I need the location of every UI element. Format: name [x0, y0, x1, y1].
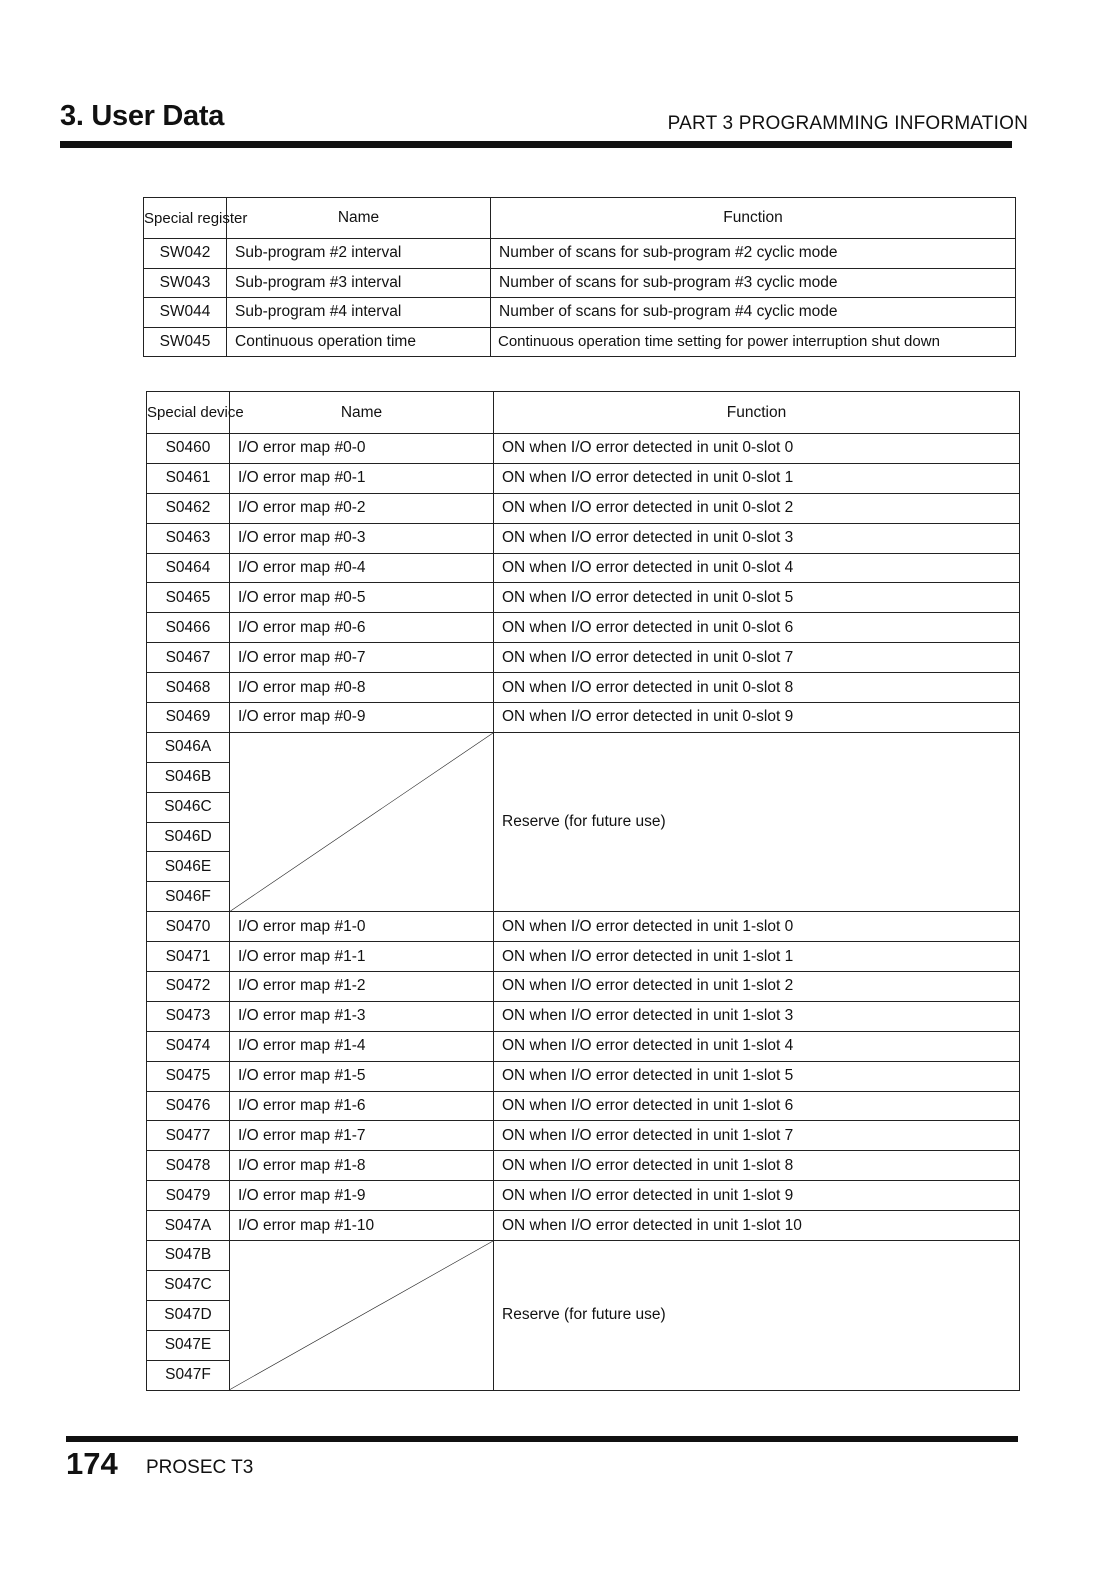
table-row: [147, 703, 1020, 733]
table-row: [147, 972, 1020, 1002]
table-row: [144, 327, 1016, 357]
device-code: S0461: [147, 463, 230, 493]
reserved-slash-line: [230, 733, 493, 911]
device-code: S047A: [147, 1211, 230, 1241]
register-code: SW043: [144, 268, 227, 298]
register-name: Sub-program #3 interval: [227, 268, 491, 298]
device-code: S0472: [147, 972, 230, 1002]
table-row: [147, 673, 1020, 703]
register-name: Sub-program #4 interval: [227, 298, 491, 328]
device-function: ON when I/O error detected in unit 1-slot 8: [494, 1151, 1020, 1181]
column-header-code: Special register: [144, 198, 227, 239]
device-code: S0463: [147, 523, 230, 553]
device-code: S0479: [147, 1181, 230, 1211]
device-name: I/O error map #0-2: [230, 493, 494, 523]
device-code: S0476: [147, 1091, 230, 1121]
table-row: [144, 268, 1016, 298]
table-row: [144, 298, 1016, 328]
device-name: I/O error map #1-1: [230, 942, 494, 972]
device-name: I/O error map #1-2: [230, 972, 494, 1002]
device-name: I/O error map #1-3: [230, 1001, 494, 1031]
reserved-name-cell: [230, 732, 494, 911]
device-code: S0478: [147, 1151, 230, 1181]
table-row: [147, 732, 1020, 762]
special-register-table: [143, 197, 1016, 357]
device-name: I/O error map #1-4: [230, 1031, 494, 1061]
device-code: S0468: [147, 673, 230, 703]
device-name: I/O error map #0-5: [230, 583, 494, 613]
table-row: [147, 553, 1020, 583]
device-function: ON when I/O error detected in unit 1-slot 3: [494, 1001, 1020, 1031]
device-code: S046B: [147, 762, 230, 792]
device-name: I/O error map #0-4: [230, 553, 494, 583]
register-function: Number of scans for sub-program #4 cyclic mode: [491, 298, 1016, 328]
table-row: [147, 643, 1020, 673]
table-row: [147, 613, 1020, 643]
device-code: S0475: [147, 1061, 230, 1091]
register-function: Continuous operation time setting for power interruption shut down: [491, 327, 1016, 357]
device-code: S046D: [147, 822, 230, 852]
page-number: 174: [66, 1446, 118, 1481]
device-function: ON when I/O error detected in unit 0-slot 1: [494, 463, 1020, 493]
device-name: I/O error map #1-5: [230, 1061, 494, 1091]
device-name: I/O error map #0-6: [230, 613, 494, 643]
device-code: S0466: [147, 613, 230, 643]
device-name: I/O error map #0-1: [230, 463, 494, 493]
table-row: [147, 1031, 1020, 1061]
table-row: [147, 912, 1020, 942]
device-function: ON when I/O error detected in unit 0-slot 2: [494, 493, 1020, 523]
device-function: ON when I/O error detected in unit 1-slot 10: [494, 1211, 1020, 1241]
column-header-function: Function: [494, 392, 1020, 434]
register-name: Sub-program #2 interval: [227, 239, 491, 269]
device-code: S047E: [147, 1330, 230, 1360]
table-row: [147, 523, 1020, 553]
device-code: S0469: [147, 703, 230, 733]
device-function: ON when I/O error detected in unit 1-slot 4: [494, 1031, 1020, 1061]
device-code: S0473: [147, 1001, 230, 1031]
register-function: Number of scans for sub-program #3 cyclic mode: [491, 268, 1016, 298]
device-function: ON when I/O error detected in unit 1-slot 7: [494, 1121, 1020, 1151]
device-code: S0460: [147, 434, 230, 464]
register-name: Continuous operation time: [227, 327, 491, 357]
column-header-code: Special device: [147, 392, 230, 434]
register-code: SW042: [144, 239, 227, 269]
table-row: [147, 583, 1020, 613]
device-name: I/O error map #0-8: [230, 673, 494, 703]
device-code: S047D: [147, 1300, 230, 1330]
device-code: S046F: [147, 882, 230, 912]
device-function: ON when I/O error detected in unit 1-slot 9: [494, 1181, 1020, 1211]
product-name: PROSEC T3: [146, 1457, 254, 1478]
device-function: ON when I/O error detected in unit 0-slot 6: [494, 613, 1020, 643]
device-name: I/O error map #0-3: [230, 523, 494, 553]
device-function: ON when I/O error detected in unit 0-slot 0: [494, 434, 1020, 464]
device-name: I/O error map #0-9: [230, 703, 494, 733]
device-code: S0470: [147, 912, 230, 942]
device-function: ON when I/O error detected in unit 1-slot 2: [494, 972, 1020, 1002]
device-code: S0465: [147, 583, 230, 613]
device-code: S047C: [147, 1270, 230, 1300]
device-function: ON when I/O error detected in unit 0-slot 5: [494, 583, 1020, 613]
device-code: S0474: [147, 1031, 230, 1061]
device-code: S046E: [147, 852, 230, 882]
footer-rule: [66, 1436, 1018, 1442]
device-code: S0464: [147, 553, 230, 583]
device-name: I/O error map #1-8: [230, 1151, 494, 1181]
table-row: [147, 434, 1020, 464]
device-name: I/O error map #1-0: [230, 912, 494, 942]
column-header-name: Name: [230, 392, 494, 434]
section-title: 3. User Data: [60, 100, 225, 132]
table-row: [147, 1001, 1020, 1031]
table-row: [147, 1211, 1020, 1241]
table-header-row: [144, 198, 1016, 239]
table-row: [147, 1061, 1020, 1091]
reserved-function-cell: Reserve (for future use): [494, 1241, 1020, 1390]
table-row: [147, 1241, 1020, 1271]
part-heading: PART 3 PROGRAMMING INFORMATION: [667, 113, 1028, 134]
device-function: ON when I/O error detected in unit 1-slot 5: [494, 1061, 1020, 1091]
register-code: SW045: [144, 327, 227, 357]
device-function: ON when I/O error detected in unit 1-slot 0: [494, 912, 1020, 942]
table-row: [147, 1091, 1020, 1121]
device-code: S047F: [147, 1360, 230, 1390]
register-function: Number of scans for sub-program #2 cyclic mode: [491, 239, 1016, 269]
table-row: [147, 463, 1020, 493]
special-device-table: [146, 391, 1020, 1391]
column-header-function: Function: [491, 198, 1016, 239]
reserved-slash-line: [230, 1241, 493, 1389]
device-name: I/O error map #1-6: [230, 1091, 494, 1121]
device-function: ON when I/O error detected in unit 0-slot 4: [494, 553, 1020, 583]
device-function: ON when I/O error detected in unit 1-slot 6: [494, 1091, 1020, 1121]
table-row: [147, 942, 1020, 972]
device-function: ON when I/O error detected in unit 1-slot 1: [494, 942, 1020, 972]
table-row: [147, 1151, 1020, 1181]
reserved-name-cell: [230, 1241, 494, 1390]
header-rule: [60, 141, 1012, 148]
device-code: S0467: [147, 643, 230, 673]
device-code: S046A: [147, 732, 230, 762]
device-code: S0477: [147, 1121, 230, 1151]
table-row: [147, 493, 1020, 523]
device-code: S0471: [147, 942, 230, 972]
device-code: S046C: [147, 792, 230, 822]
table-header-row: [147, 392, 1020, 434]
device-code: S0462: [147, 493, 230, 523]
device-name: I/O error map #1-10: [230, 1211, 494, 1241]
table-row: [144, 239, 1016, 269]
table-row: [147, 1121, 1020, 1151]
device-name: I/O error map #0-0: [230, 434, 494, 464]
device-name: I/O error map #1-9: [230, 1181, 494, 1211]
device-code: S047B: [147, 1241, 230, 1271]
device-function: ON when I/O error detected in unit 0-slot 3: [494, 523, 1020, 553]
column-header-name: Name: [227, 198, 491, 239]
device-name: I/O error map #1-7: [230, 1121, 494, 1151]
device-function: ON when I/O error detected in unit 0-slot 8: [494, 673, 1020, 703]
device-name: I/O error map #0-7: [230, 643, 494, 673]
register-code: SW044: [144, 298, 227, 328]
reserved-function-cell: Reserve (for future use): [494, 732, 1020, 911]
device-function: ON when I/O error detected in unit 0-slot 7: [494, 643, 1020, 673]
table-row: [147, 1181, 1020, 1211]
device-function: ON when I/O error detected in unit 0-slot 9: [494, 703, 1020, 733]
